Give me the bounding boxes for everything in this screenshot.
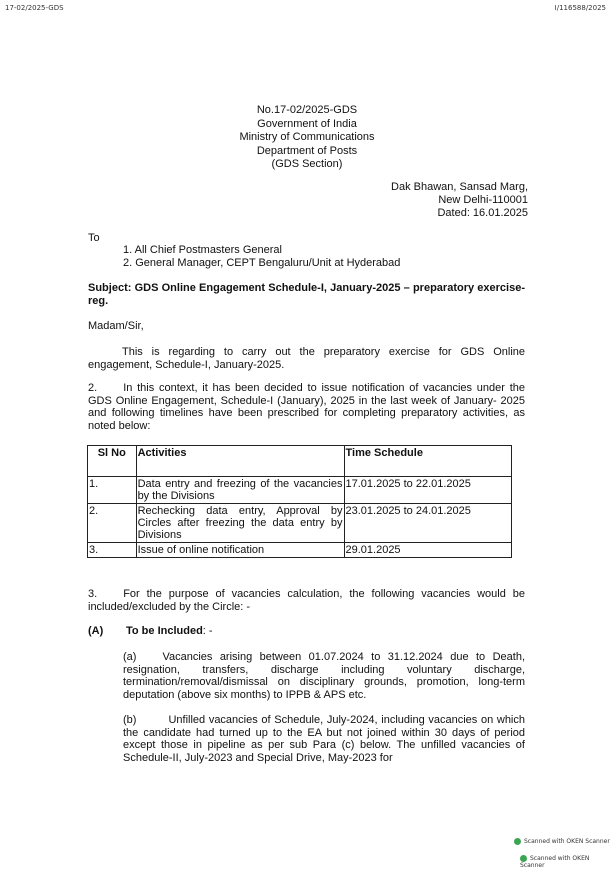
table-row bbox=[88, 477, 512, 504]
page-header-left: 17-02/2025-GDS bbox=[5, 4, 64, 12]
sub-a-label: (a) bbox=[123, 651, 137, 663]
section-a-heading bbox=[88, 625, 213, 637]
row-1-time: 17.01.2025 to 22.01.2025 bbox=[344, 477, 512, 504]
scanner-text-1: Scanned with OKEN Scanner bbox=[524, 838, 610, 845]
row-2-time: 23.01.2025 to 24.01.2025 bbox=[344, 504, 512, 543]
row-3-sl: 3. bbox=[88, 543, 137, 558]
department-line: Department of Posts bbox=[256, 144, 358, 157]
scanner-watermark-1 bbox=[514, 838, 610, 845]
paragraph-3 bbox=[88, 588, 525, 613]
header-time-schedule: Time Schedule bbox=[344, 446, 512, 477]
header-sl-no: Sl No bbox=[88, 446, 137, 477]
salutation: Madam/Sir, bbox=[88, 320, 144, 332]
to-label: To bbox=[88, 232, 100, 244]
scanner-logo-icon bbox=[514, 838, 521, 845]
scanner-watermark-2 bbox=[520, 855, 614, 869]
table-header-row bbox=[88, 446, 512, 477]
recipient-1: 1. All Chief Postmasters General bbox=[123, 244, 282, 256]
government-line: Government of India bbox=[257, 117, 357, 130]
sub-b-text: Unfilled vacancies of Schedule, July-2024, including vacancies on which the candidate had turned up to the EA but not joined within 30 days of period except those in pipeline as per sub Para (c) below. The unfilled vacancies of Schedule-II, July-2023 and Special Drive, May-2023 for bbox=[123, 714, 525, 764]
address-line-2: New Delhi-110001 bbox=[438, 194, 528, 206]
row-2-activity: Rechecking data entry, Approval by Circles after freezing the data entry by Divisions bbox=[137, 505, 343, 541]
subject-line: Subject: GDS Online Engagement Schedule-I, January-2025 – preparatory exercise-reg. bbox=[88, 282, 525, 307]
section-a-suffix: : - bbox=[202, 625, 213, 637]
scanner-text-2: Scanned with OKEN Scanner bbox=[520, 855, 590, 869]
date-line: Dated: 16.01.2025 bbox=[437, 207, 528, 219]
section-line: (GDS Section) bbox=[271, 158, 343, 171]
paragraph-3-text: For the purpose of vacancies calculation, the following vacancies would be included/excluded by the Circle: - bbox=[88, 588, 525, 613]
recipient-2: 2. General Manager, CEPT Bengaluru/Unit at Hyderabad bbox=[123, 257, 401, 269]
paragraph-2 bbox=[88, 382, 525, 432]
paragraph-1 bbox=[88, 346, 525, 371]
row-1-sl: 1. bbox=[88, 477, 137, 504]
recipient-list bbox=[123, 244, 400, 270]
page-header-right: I/116588/2025 bbox=[554, 4, 606, 12]
sub-a-text: Vacancies arising between 01.07.2024 to 31.12.2024 due to Death, resignation, transfers, discharge including voluntary discharge, termination/removal/dismissal on disciplinary grounds, promotion, long-term deputation (above six months) to IPPB & APS etc. bbox=[123, 651, 525, 701]
paragraph-1-text: This is regarding to carry out the preparatory exercise for GDS Online engagement, Schedule-I, January-2025. bbox=[88, 346, 525, 371]
table-row bbox=[88, 543, 512, 558]
address-line-1: Dak Bhawan, Sansad Marg, bbox=[391, 181, 528, 193]
table-row bbox=[88, 504, 512, 543]
row-1-activity: Data entry and freezing of the vacancies by the Divisions bbox=[137, 478, 343, 502]
row-3-activity: Issue of online notification bbox=[136, 543, 344, 558]
sub-b-label: (b) bbox=[123, 714, 137, 726]
sub-paragraph-b bbox=[123, 714, 525, 764]
paragraph-2-text: In this context, it has been decided to issue notification of vacancies under the GDS Online Engagement, Schedule-I (January), 2025 in the last week of January- 2025 and following timelines have been prescribed for completing preparatory activities, as noted below: bbox=[88, 382, 525, 432]
sub-paragraph-a bbox=[123, 651, 525, 701]
row-2-sl: 2. bbox=[88, 504, 137, 543]
letter-header bbox=[0, 104, 614, 172]
file-number: No.17-02/2025-GDS bbox=[256, 104, 358, 116]
paragraph-2-number: 2. bbox=[88, 382, 98, 394]
section-a-label: (A) bbox=[88, 625, 104, 637]
section-a-title: To be Included bbox=[126, 625, 203, 637]
ministry-line: Ministry of Communications bbox=[239, 131, 375, 144]
row-3-time: 29.01.2025 bbox=[344, 543, 512, 558]
sender-address bbox=[391, 181, 528, 220]
paragraph-3-number: 3. bbox=[88, 588, 98, 600]
schedule-table bbox=[87, 445, 512, 558]
header-activities: Activities bbox=[136, 446, 344, 477]
scanner-logo-icon bbox=[520, 855, 527, 862]
